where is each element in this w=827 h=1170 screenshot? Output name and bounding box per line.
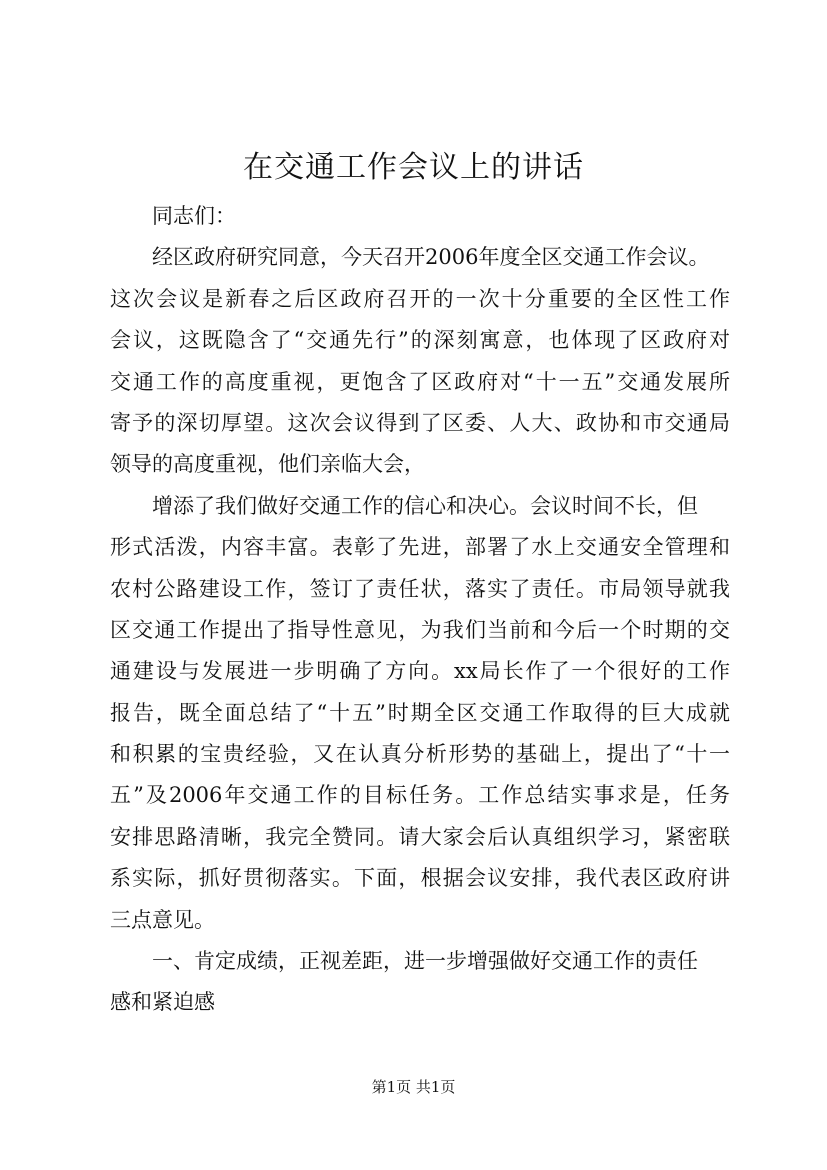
body-line: 报告，既全面总结了“十五”时期全区交通工作取得的巨大成就: [110, 700, 730, 725]
body-line: 安排思路清晰，我完全赞同。请大家会后认真组织学习，紧密联: [110, 824, 730, 849]
body-line: 领导的高度重视，他们亲临大会，: [110, 452, 425, 477]
body-line: 区交通工作提出了指导性意见，为我们当前和今后一个时期的交: [110, 617, 730, 642]
body-line: 系实际，抓好贯彻落实。下面，根据会议安排，我代表区政府讲: [110, 866, 730, 891]
document-title: 在交通工作会议上的讲话: [243, 150, 584, 185]
body-line: 这次会议是新春之后区政府召开的一次十分重要的全区性工作: [110, 286, 730, 311]
page-footer: 第1页 共1页: [371, 1078, 456, 1096]
body-line: 增添了我们做好交通工作的信心和决心。会议时间不长，但: [152, 493, 698, 518]
body-line: 和积累的宝贵经验，又在认真分析形势的基础上，提出了“十一: [110, 742, 730, 767]
body-line: 形式活泼，内容丰富。表彰了先进，部署了水上交通安全管理和: [110, 535, 730, 560]
document-body: [110, 196, 730, 1024]
body-line: 交通工作的高度重视，更饱含了区政府对“十一五”交通发展所: [110, 369, 730, 394]
body-line: 五”及2006年交通工作的目标任务。工作总结实事求是，任务: [110, 783, 730, 808]
body-line: 三点意见。: [110, 907, 215, 932]
body-line: 通建设与发展进一步明确了方向。xx局长作了一个很好的工作: [110, 659, 730, 684]
body-line: 感和紧迫感: [110, 990, 215, 1015]
salutation-line: 同志们：: [152, 204, 236, 228]
body-line: 农村公路建设工作，签订了责任状，落实了责任。市局领导就我: [110, 576, 730, 601]
body-line: 一、肯定成绩，正视差距，进一步增强做好交通工作的责任: [152, 949, 698, 974]
body-line: 会议，这既隐含了“交通先行”的深刻寓意，也体现了区政府对: [110, 328, 730, 353]
body-line: 寄予的深切厚望。这次会议得到了区委、人大、政协和市交通局: [110, 410, 730, 435]
body-line: 经区政府研究同意，今天召开2006年度全区交通工作会议。: [152, 245, 710, 270]
